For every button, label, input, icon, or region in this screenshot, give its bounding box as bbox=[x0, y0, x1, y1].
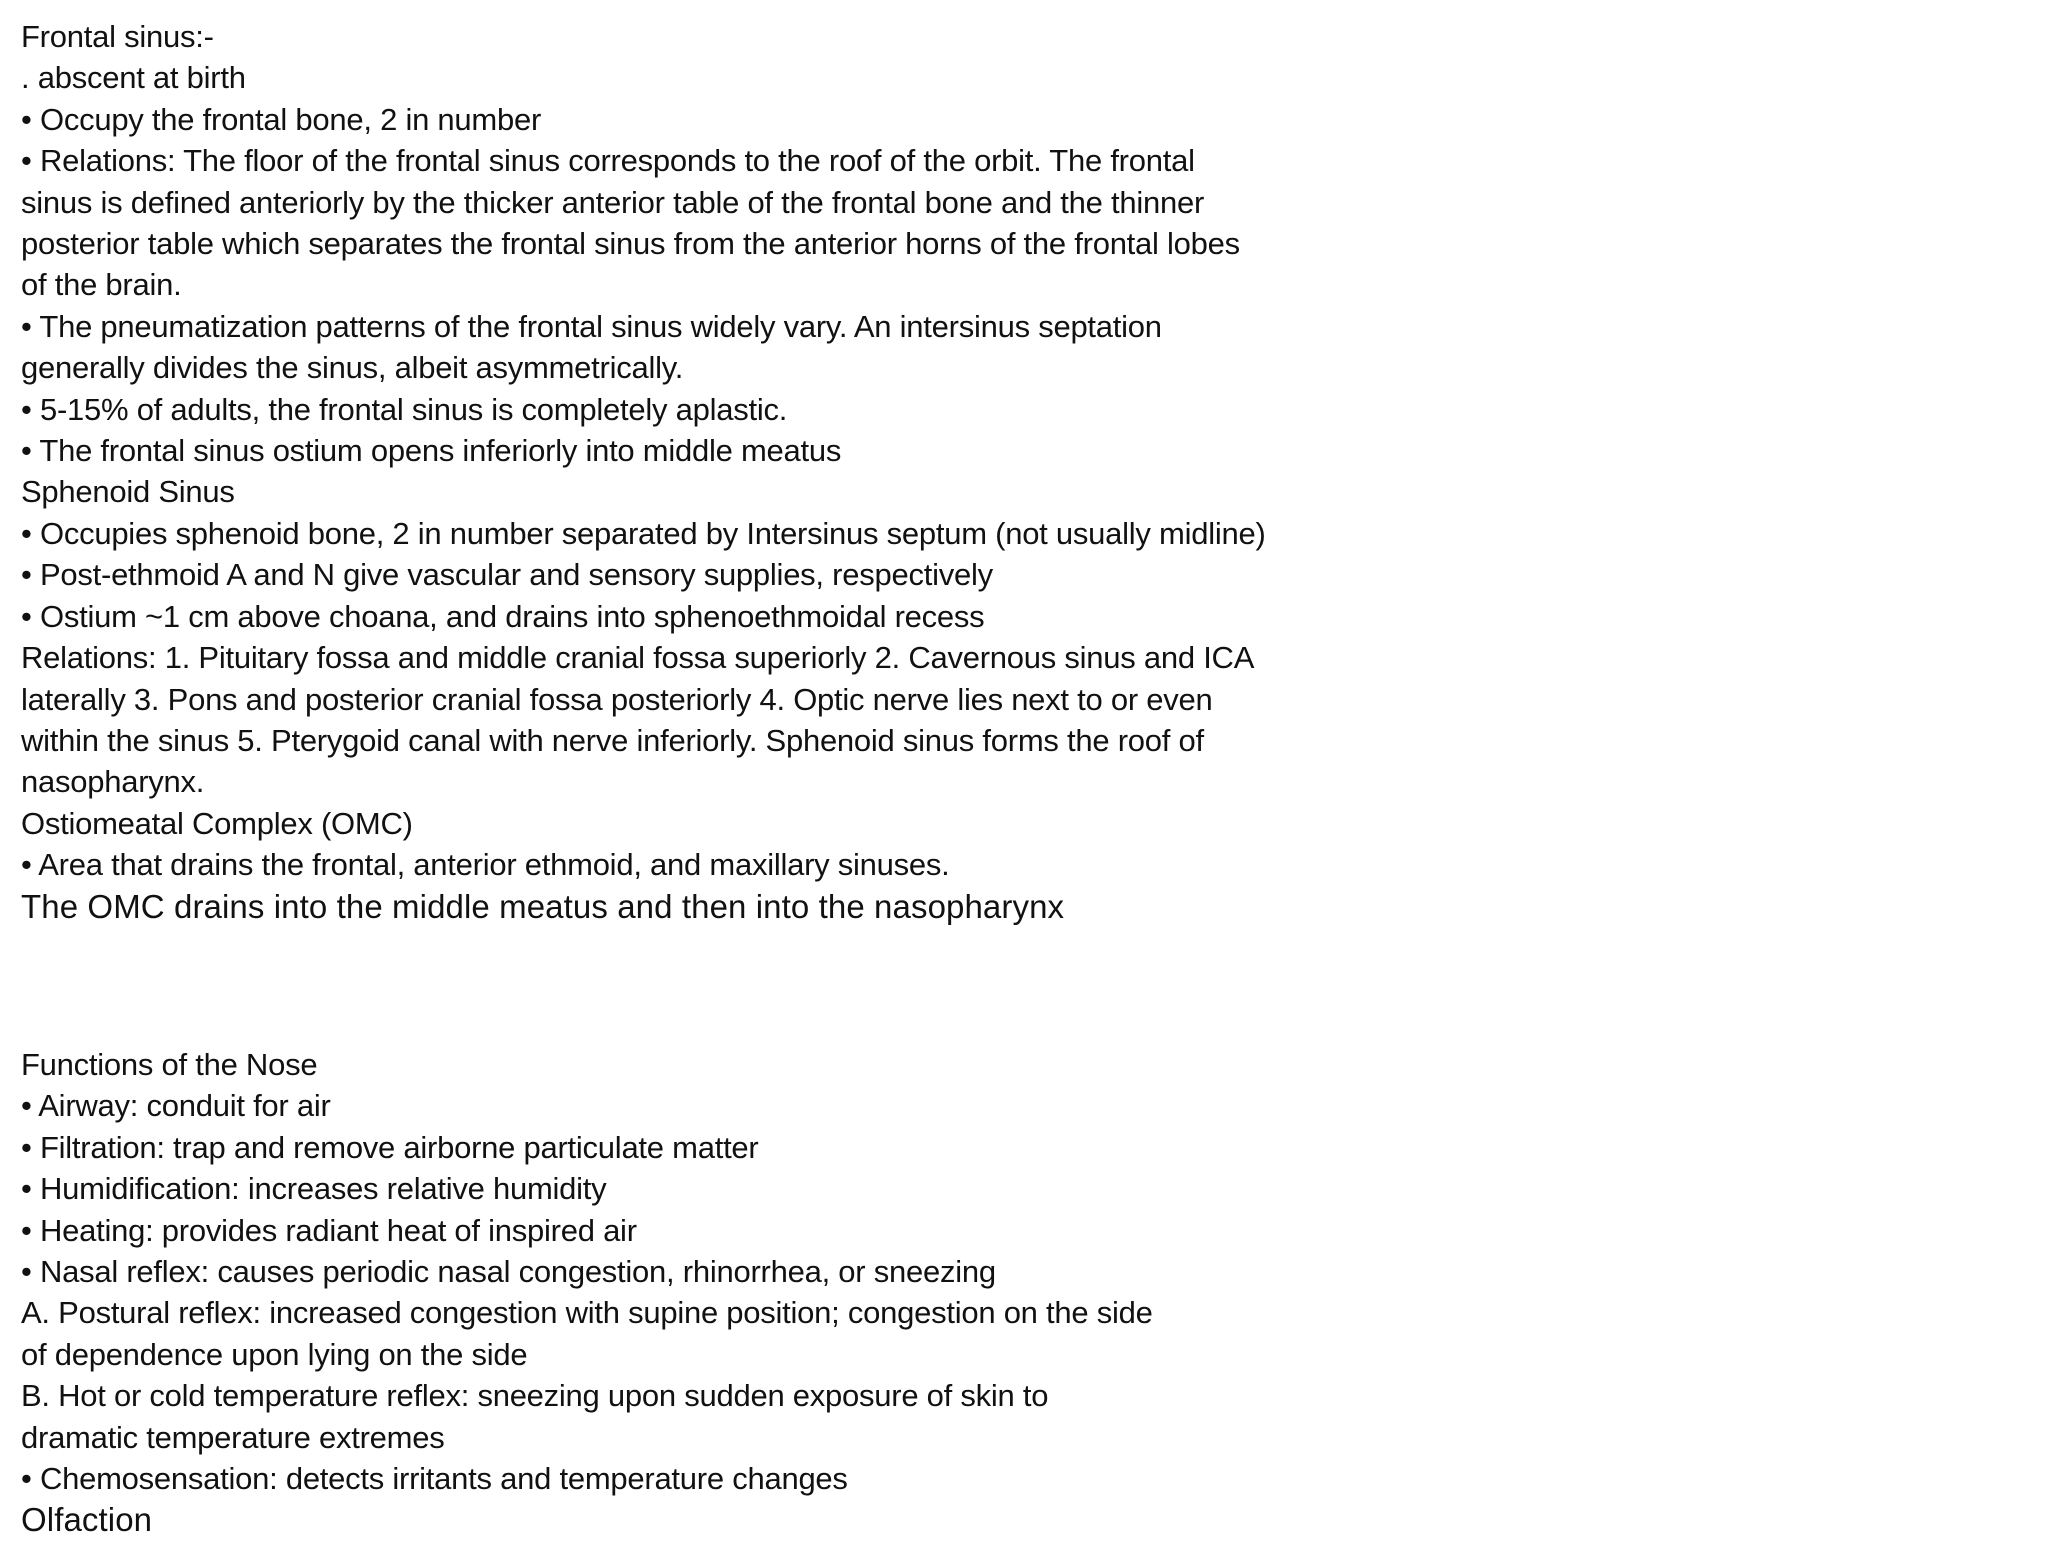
frontal-line: • Relations: The floor of the frontal sinus corresponds to the roof of the orbit. The frontal bbox=[21, 143, 1195, 179]
sphenoid-line: • Occupies sphenoid bone, 2 in number separated by Intersinus septum (not usually midline) bbox=[21, 515, 1266, 551]
sphenoid-sinus-heading: Sphenoid Sinus bbox=[21, 474, 235, 510]
frontal-line: • The frontal sinus ostium opens inferiorly into middle meatus bbox=[21, 433, 842, 469]
functions-line: • Airway: conduit for air bbox=[21, 1088, 331, 1124]
sphenoid-line: • Post-ethmoid A and N give vascular and sensory supplies, respectively bbox=[21, 557, 993, 593]
functions-line: • Chemosensation: detects irritants and temperature changes bbox=[21, 1461, 848, 1496]
functions-line: A. Postural reflex: increased congestion with supine position; congestion on the side bbox=[21, 1295, 1153, 1331]
frontal-line: • Occupy the frontal bone, 2 in number bbox=[21, 101, 542, 137]
sphenoid-line: • Ostium ~1 cm above choana, and drains into sphenoethmoidal recess bbox=[21, 598, 985, 634]
functions-line: of dependence upon lying on the side bbox=[21, 1336, 528, 1372]
document-page bbox=[21, 16, 1401, 1541]
omc-closing-line: The OMC drains into the middle meatus and then into the nasopharynx bbox=[21, 887, 1065, 925]
sphenoid-line: nasopharynx. bbox=[21, 764, 205, 800]
olfaction-line: Olfaction bbox=[21, 1501, 153, 1539]
omc-heading: Ostiomeatal Complex (OMC) bbox=[21, 805, 413, 841]
functions-line: • Nasal reflex: causes periodic nasal congestion, rhinorrhea, or sneezing bbox=[21, 1253, 996, 1289]
functions-line: B. Hot or cold temperature reflex: sneezing upon sudden exposure of skin to bbox=[21, 1378, 1049, 1414]
sphenoid-line: within the sinus 5. Pterygoid canal with nerve inferiorly. Sphenoid sinus forms the roof of bbox=[21, 722, 1204, 758]
functions-line: • Filtration: trap and remove airborne particulate matter bbox=[21, 1129, 759, 1165]
frontal-line: generally divides the sinus, albeit asymmetrically. bbox=[21, 350, 684, 386]
frontal-line: • 5-15% of adults, the frontal sinus is completely aplastic. bbox=[21, 391, 788, 427]
functions-line: dramatic temperature extremes bbox=[21, 1419, 445, 1455]
frontal-line: posterior table which separates the frontal sinus from the anterior horns of the frontal lobes bbox=[21, 226, 1240, 262]
frontal-line: sinus is defined anteriorly by the thicker anterior table of the frontal bone and the thinner bbox=[21, 184, 1205, 220]
frontal-line: • The pneumatization patterns of the frontal sinus widely vary. An intersinus septation bbox=[21, 308, 1162, 344]
omc-line: • Area that drains the frontal, anterior ethmoid, and maxillary sinuses. bbox=[21, 847, 950, 883]
functions-heading: Functions of the Nose bbox=[21, 1046, 318, 1082]
section-spacer bbox=[21, 927, 1401, 1044]
functions-line: • Humidification: increases relative humidity bbox=[21, 1171, 607, 1207]
frontal-line: of the brain. bbox=[21, 267, 182, 303]
sphenoid-line: laterally 3. Pons and posterior cranial fossa posteriorly 4. Optic nerve lies next to or even bbox=[21, 681, 1213, 717]
functions-line: • Heating: provides radiant heat of inspired air bbox=[21, 1212, 637, 1248]
sphenoid-line: Relations: 1. Pituitary fossa and middle cranial fossa superiorly 2. Cavernous sinus and ICA bbox=[21, 640, 1255, 676]
frontal-sinus-heading: Frontal sinus:- bbox=[21, 19, 214, 54]
frontal-line: . abscent at birth bbox=[21, 60, 246, 96]
